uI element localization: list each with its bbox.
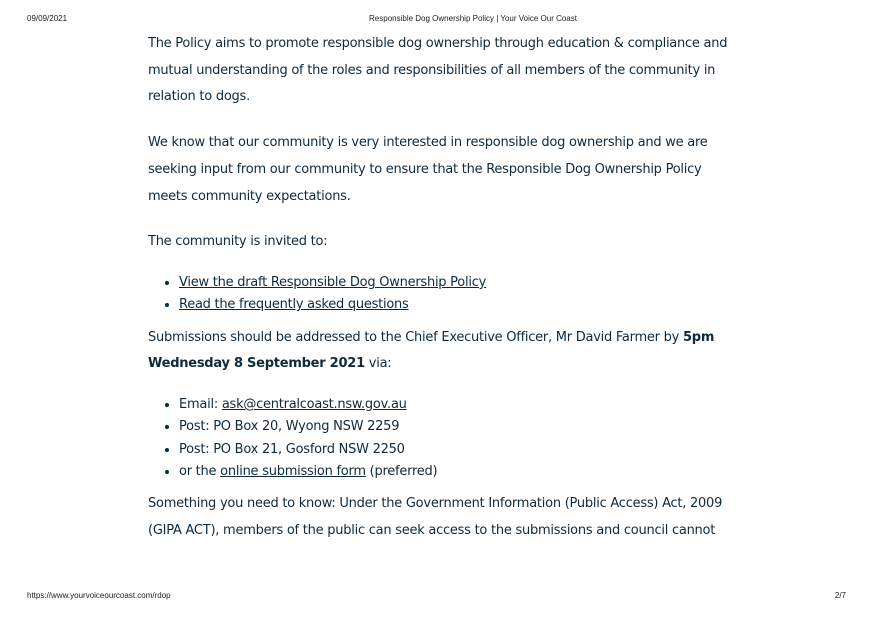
- online-submission-link[interactable]: online submission form: [220, 463, 366, 479]
- list-item: [179, 416, 728, 438]
- list-item: [179, 394, 728, 416]
- list-item: [179, 294, 728, 316]
- print-footer: [0, 591, 874, 603]
- submission-via: via:: [364, 356, 392, 372]
- print-date: 09/09/2021: [27, 14, 68, 23]
- list-item: [179, 272, 728, 294]
- community-input-paragraph: We know that our community is very interested in responsible dog ownership and we are seeking input from our community to ensure that the Responsible Dog Ownership Policy meets community expectations.: [148, 135, 708, 204]
- list-item: [179, 439, 728, 461]
- email-link[interactable]: ask@centralcoast.nsw.gov.au: [221, 396, 407, 412]
- online-suffix: (preferred): [365, 463, 438, 479]
- list-item: [179, 461, 728, 483]
- gipa-paragraph: Something you need to know: Under the Government Information (Public Access) Act, 2009 (GIPA ACT), members of the public can seek access to the submissions and council cannot: [148, 496, 723, 538]
- submission-methods-list: [148, 394, 728, 483]
- print-title: Responsible Dog Ownership Policy | Your Voice Our Coast: [369, 14, 577, 23]
- submission-text: Submissions should be addressed to the Chief Executive Officer, Mr David Farmer by: [148, 329, 683, 345]
- post-address-gosford: Post: PO Box 21, Gosford NSW 2250: [179, 441, 405, 457]
- post-address-wyong: Post: PO Box 20, Wyong NSW 2259: [179, 419, 400, 435]
- email-label: Email:: [179, 396, 222, 412]
- invited-paragraph: The community is invited to:: [148, 234, 328, 250]
- page-number: 2/7: [834, 591, 846, 600]
- print-header: [0, 14, 874, 26]
- invite-list: [148, 272, 728, 317]
- page-content: [148, 31, 728, 545]
- submission-deadline: 5pm Wednesday 8 September 2021: [148, 329, 715, 372]
- faq-link[interactable]: Read the frequently asked questions: [179, 297, 409, 313]
- print-url: https://www.yourvoiceourcoast.com/rdop: [27, 591, 171, 600]
- submission-paragraph: [148, 325, 728, 378]
- online-prefix: or the: [179, 463, 221, 479]
- policy-aims-paragraph: The Policy aims to promote responsible dog ownership through education & compliance and mutual understanding of the roles and responsibilities of all members of the community in relation to dogs.: [148, 36, 728, 105]
- draft-policy-link[interactable]: View the draft Responsible Dog Ownership Policy: [179, 274, 487, 290]
